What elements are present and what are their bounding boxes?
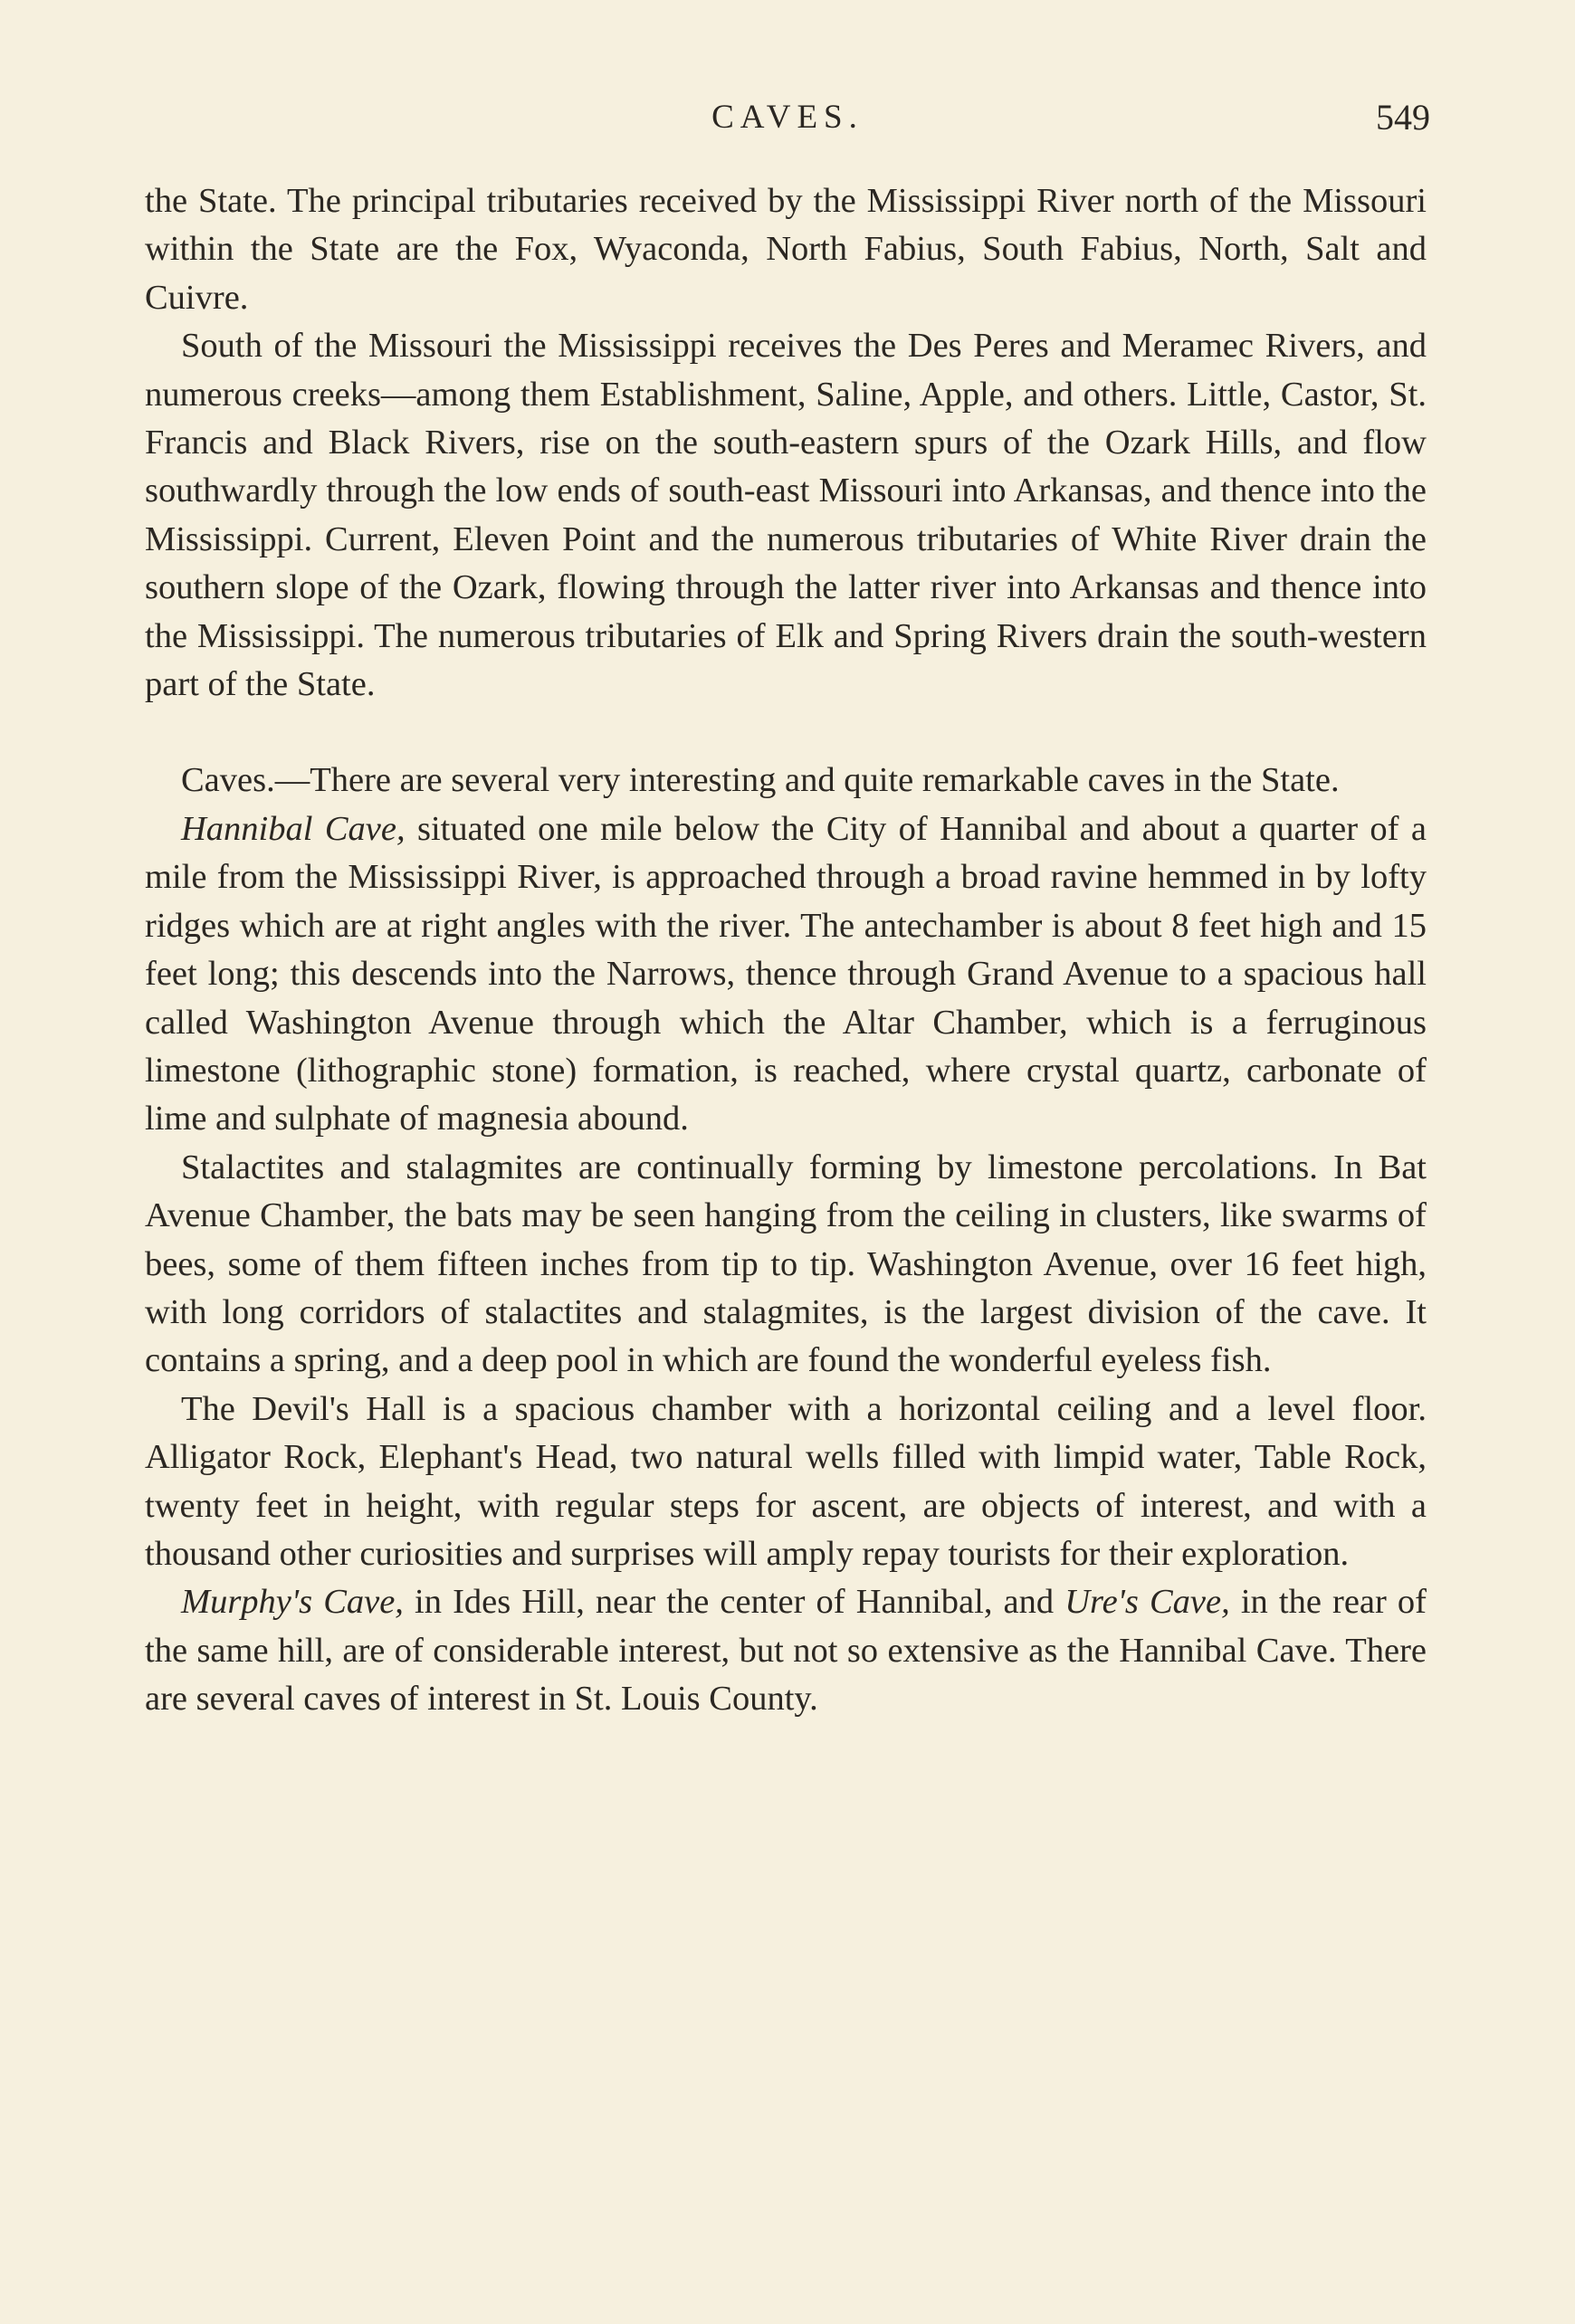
paragraph-tributaries-south: South of the Missouri the Mississippi receives the Des Peres and Meramec Rivers, and numerous creeks—among them Establishment, Saline, Apple, and others. Little, Castor, St. Francis and Black Rivers, rise on the south-eastern spurs of the Ozark Hills, and flow southwardly through the low ends of south-east Missouri into Arkansas, and thence into the Mississippi. Current, Eleven Point and the numerous tributaries of White River drain the southern slope of the Ozark, flowing through the latter river into Arkansas and thence into the Mississippi. The numerous tributaries of Elk and Spring Rivers drain the south-western part of the State. [145, 327, 1427, 704]
cave-name-ures: Ure's Cave, [1064, 1583, 1230, 1622]
body-text [145, 177, 1427, 1724]
ures-cave-text: in the rear of the same hill, are of considerable interest, but not so extensive as the Hannibal Cave. There are several caves of interest in St. Louis County. [145, 1583, 1427, 1719]
paragraph-devils-hall: The Devil's Hall is a spacious chamber with a horizontal ceiling and a level floor. Alligator Rock, Elephant's Head, two natural wells filled with limpid water, Table Rock, twenty feet in height, with regular steps for ascent, are objects of interest, and with a thousand other curiosities and surprises will amply repay tourists for their exploration. [145, 1389, 1427, 1573]
paragraph-hannibal-cave [145, 805, 1427, 1144]
paragraph-caves-intro: Caves.—There are several very interesting and quite remarkable caves in the State. [181, 761, 1340, 800]
running-head [145, 90, 1430, 145]
hannibal-cave-text: situated one mile below the City of Hannibal and about a quarter of a mile from the Mississippi River, is approached through a broad ravine hemmed in by lofty ridges which are at right angles with the river. The antechamber is about 8 feet high and 15 feet long; this descends into the Narrows, thence through Grand Avenue to a spacious hall called Washington Avenue through which the Altar Chamber, which is a ferruginous limestone (lithographic stone) formation, is reached, where crystal quartz, carbonate of lime and sulphate of magnesia abound. [145, 809, 1427, 1138]
cave-name-hannibal: Hannibal Cave, [181, 809, 406, 848]
paragraph-murphys-ures-cave [145, 1578, 1427, 1723]
chapter-title: CAVES. [711, 99, 864, 136]
paragraph-stalactites: Stalactites and stalagmites are continually forming by limestone percolations. In Bat Avenue Chamber, the bats may be seen hanging from the ceiling in clusters, like swarms of bees, some of them fifteen inches from tip to tip. Washington Avenue, over 16 feet high, with long corridors of stalactites and stalagmites, is the largest division of the cave. It contains a spring, and a deep pool in which are found the wonderful eyeless fish. [145, 1148, 1427, 1380]
page-number: 549 [1376, 97, 1430, 138]
paragraph-tributaries-north: the State. The principal tributaries received by the Mississippi River north of the Missouri within the State are the Fox, Wyaconda, North Fabius, South Fabius, North, Salt and Cuivre. [145, 182, 1427, 317]
cave-name-murphys: Murphy's Cave, [181, 1583, 404, 1622]
murphys-cave-text: in Ides Hill, near the center of Hannibal, and [403, 1583, 1065, 1622]
